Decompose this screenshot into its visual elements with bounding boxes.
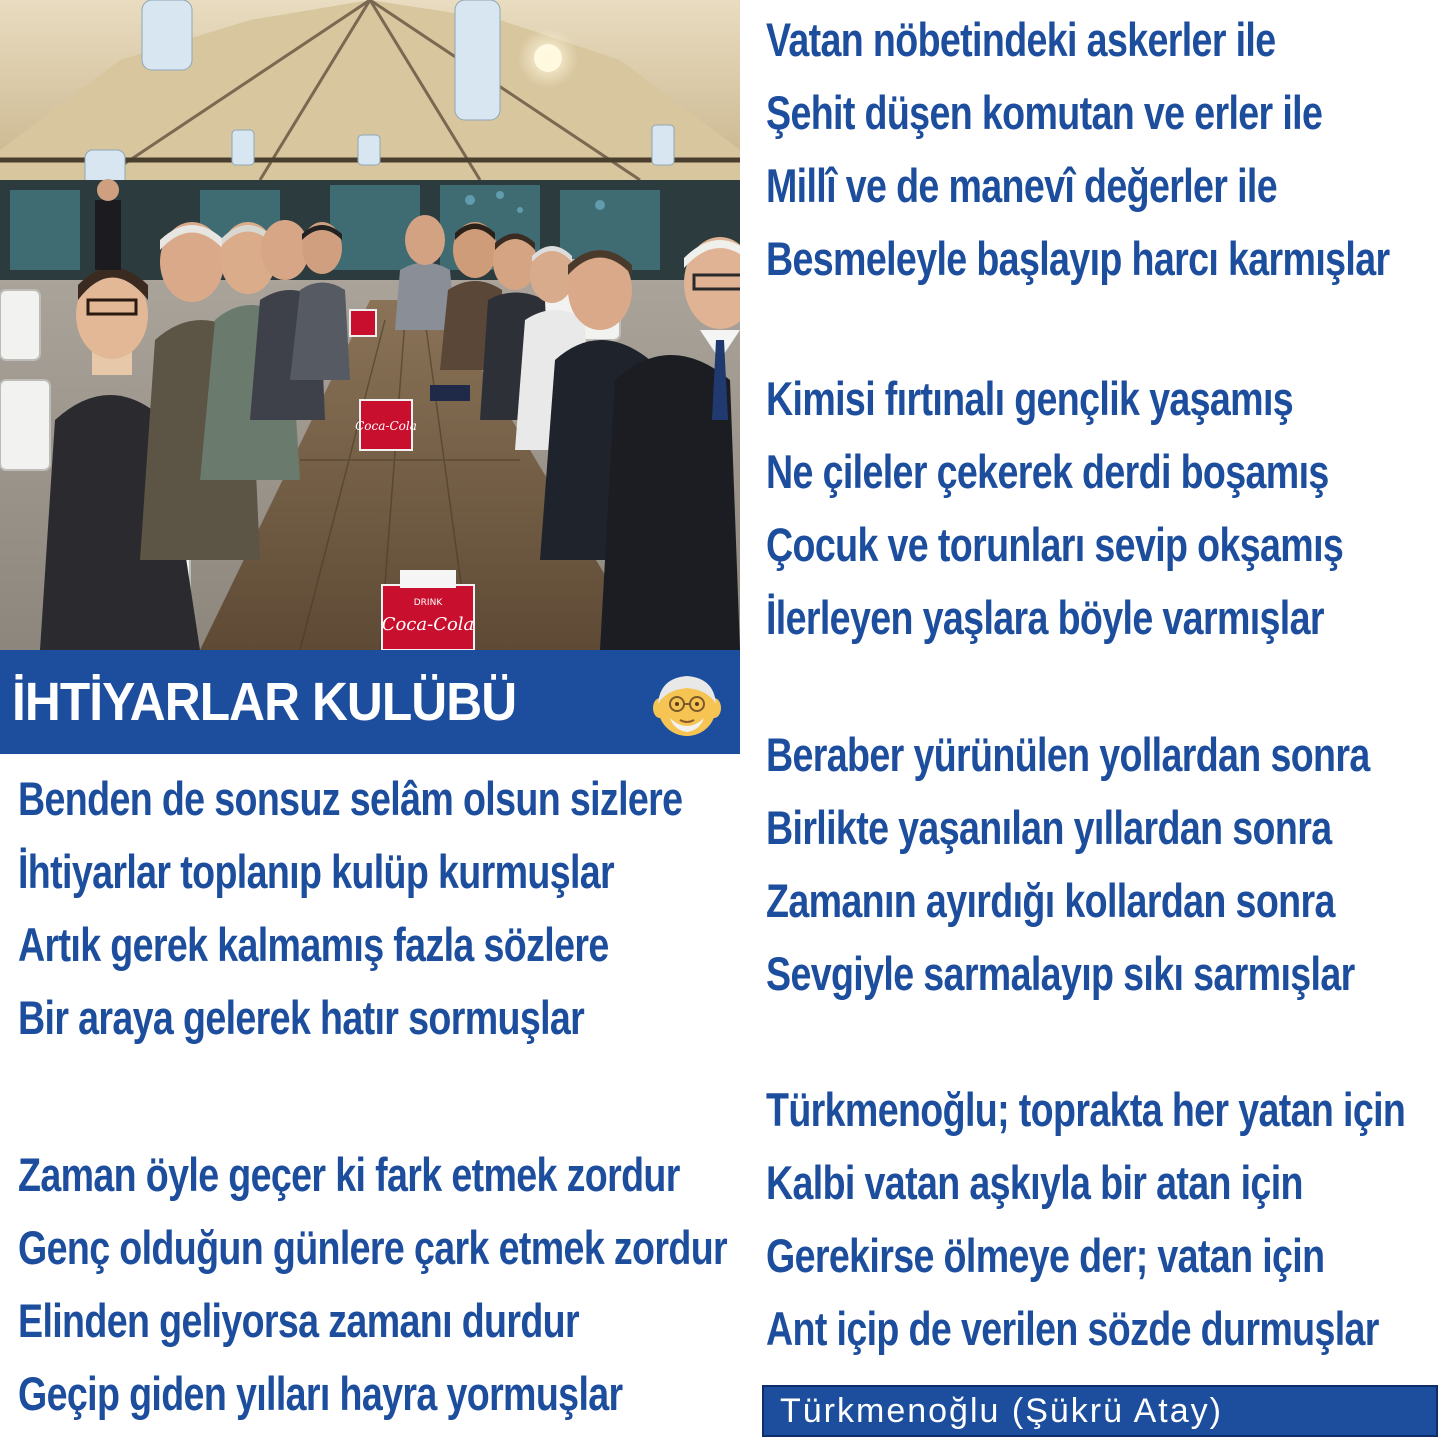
poem-line: Vatan nöbetindeki askerler ile [766, 13, 1276, 66]
poem-line: Kimisi fırtınalı gençlik yaşamış [766, 372, 1294, 425]
title-banner [0, 650, 740, 754]
poem-line: Geçip giden yılları hayra yormuşlar [18, 1367, 623, 1420]
author-signature: Türkmenoğlu (Şükrü Atay) [780, 1391, 1223, 1430]
poem-line: Elinden geliyorsa zamanı durdur [18, 1294, 579, 1347]
poem-line: Beraber yürünülen yollardan sonra [766, 728, 1370, 781]
poem-line: Ne çileler çekerek derdi boşamış [766, 445, 1329, 498]
poem-line: Birlikte yaşanılan yıllardan sonra [766, 801, 1332, 854]
stanza-6 [766, 1073, 1440, 1365]
poem-line: Genç olduğun günlere çark etmek zordur [18, 1221, 728, 1274]
svg-text:Coca-Cola: Coca-Cola [355, 419, 417, 433]
poem-line: Kalbi vatan aşkıyla bir atan için [766, 1156, 1303, 1209]
poem-line: Gerekirse ölmeye der; vatan için [766, 1229, 1325, 1282]
stanza-4 [766, 362, 1440, 654]
svg-text:Coca-Cola: Coca-Cola [381, 614, 475, 635]
poem-line: Zamanın ayırdığı kollardan sonra [766, 874, 1335, 927]
older-man-emoji-icon [650, 668, 724, 747]
poem-line: Benden de sonsuz selâm olsun sizlere [18, 772, 683, 825]
poem-line: Türkmenoğlu; toprakta her yatan için [766, 1083, 1406, 1136]
poem-line: Ant içip de verilen sözde durmuşlar [766, 1302, 1379, 1355]
group-photo [0, 0, 740, 650]
poem-line: Millî ve de manevî değerler ile [766, 159, 1277, 212]
stanza-3 [766, 3, 1440, 295]
svg-text:DRINK: DRINK [413, 598, 443, 608]
poem-line: Sevgiyle sarmalayıp sıkı sarmışlar [766, 947, 1355, 1000]
poem-line: İlerleyen yaşlara böyle varmışlar [766, 591, 1324, 644]
coca-cola-sign-1 [355, 400, 417, 450]
poem-line: Bir araya gelerek hatır sormuşlar [18, 991, 585, 1044]
poem-line: İhtiyarlar toplanıp kulüp kurmuşlar [18, 845, 615, 898]
poem-line: Besmeleyle başlayıp harcı karmışlar [766, 232, 1390, 285]
stanza-1 [18, 762, 849, 1054]
signature-box [762, 1385, 1438, 1437]
poem-line: Zaman öyle geçer ki fark etmek zordur [18, 1148, 680, 1201]
person [95, 179, 121, 270]
poem-title: İHTİYARLAR KULÜBÜ [12, 672, 517, 732]
poem-line: Şehit düşen komutan ve erler ile [766, 86, 1323, 139]
poem-line: Çocuk ve torunları sevip okşamış [766, 518, 1344, 571]
stanza-5 [766, 718, 1440, 1010]
poem-line: Artık gerek kalmamış fazla sözlere [18, 918, 609, 971]
